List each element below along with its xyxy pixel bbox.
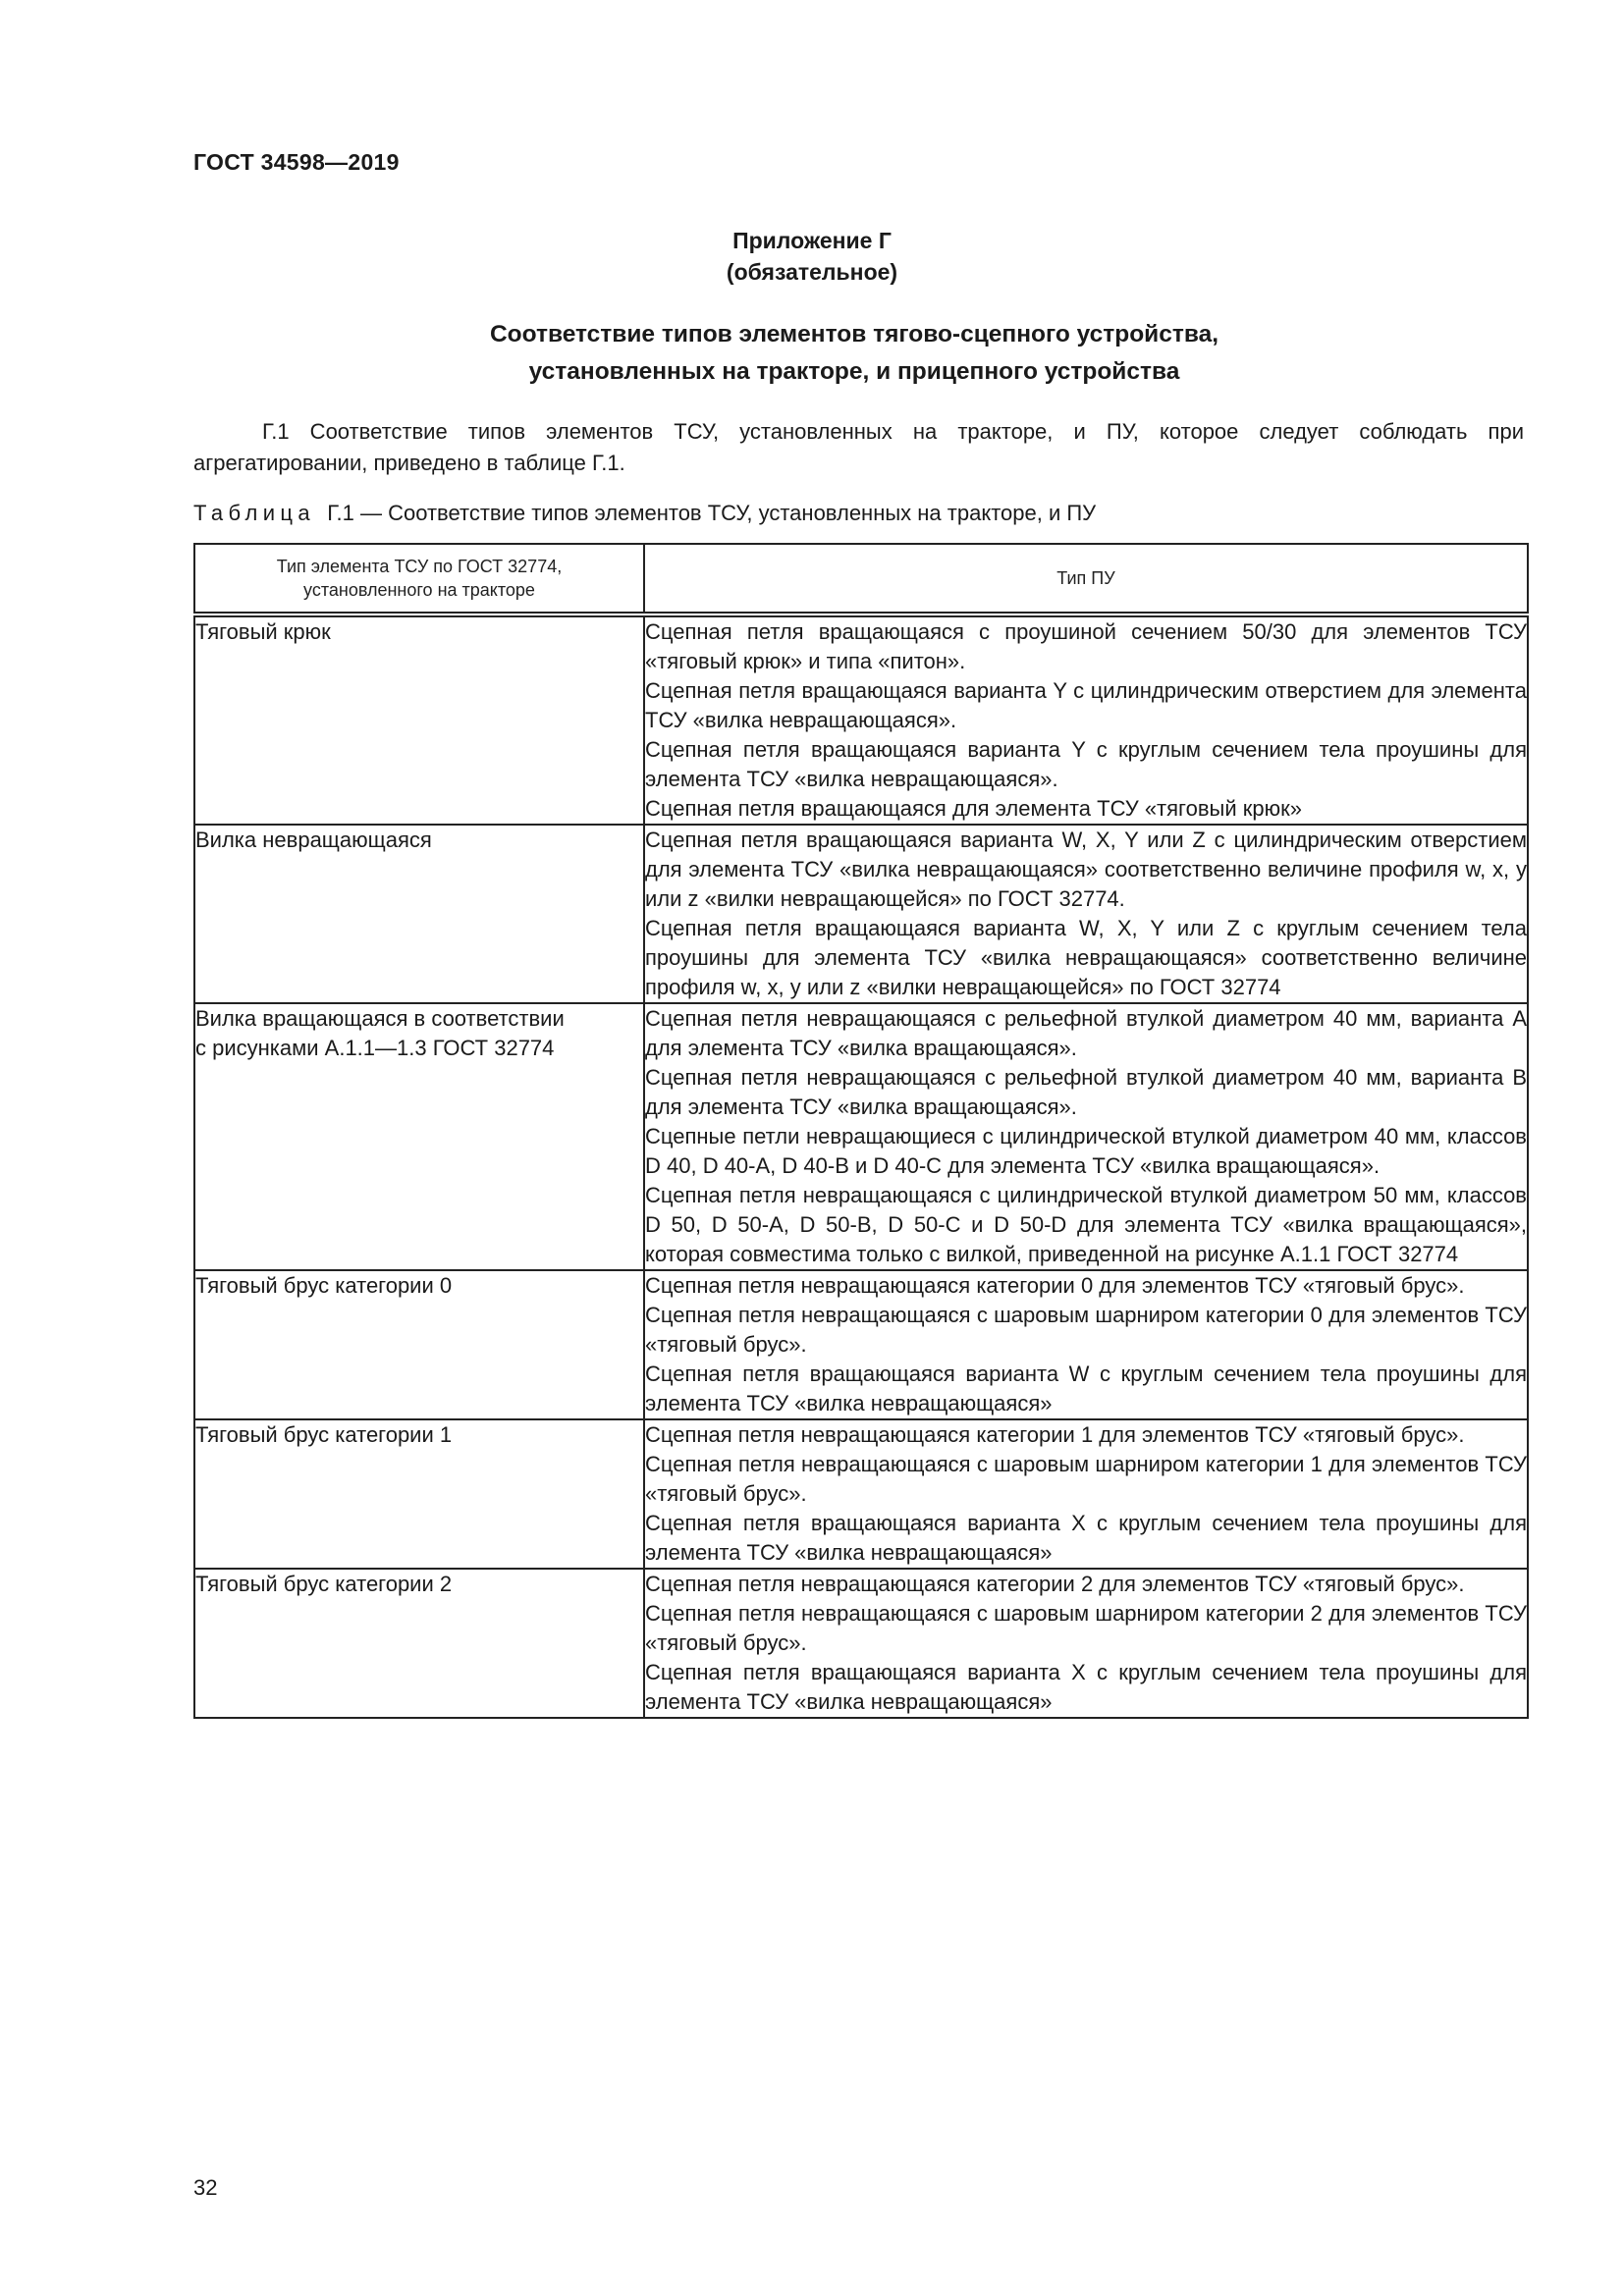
pu-type-paragraph: Сцепная петля невращающаяся с рельефной втулкой диаметром 40 мм, варианта А для элемента ТСУ «вилка вращающаяся». — [645, 1006, 1527, 1060]
table-row — [194, 1270, 1528, 1419]
tsu-type-cell — [194, 1569, 644, 1718]
appendix-status: (обязательное) — [726, 259, 898, 285]
tsu-type-cell — [194, 1419, 644, 1569]
table-caption-label: Таблица — [193, 501, 316, 525]
pu-type-paragraph: Сцепная петля невращающаяся с рельефной втулкой диаметром 40 мм, варианта В для элемента ТСУ «вилка вращающаяся». — [645, 1065, 1527, 1119]
header-line: установленного на тракторе — [303, 580, 535, 600]
table-header-pu-type: Тип ПУ — [644, 544, 1528, 614]
intro-paragraph-line: Г.1 Соответствие типов элементов ТСУ, установленных на тракторе, и ПУ, которое следует соблюдать при — [262, 419, 1524, 444]
pu-type-paragraph: Сцепная петля вращающаяся варианта X с круглым сечением тела проушины для элемента ТСУ «вилка невращающаяся» — [645, 1660, 1527, 1714]
tsu-type-cell — [194, 1003, 644, 1270]
pu-type-cell — [644, 1419, 1528, 1569]
pu-type-paragraph: Сцепная петля вращающаяся для элемента ТСУ «тяговый крюк» — [645, 796, 1302, 821]
pu-type-cell — [644, 1270, 1528, 1419]
tsu-type-line: Тяговый брус категории 2 — [195, 1572, 453, 1596]
tsu-type-line: с рисунками А.1.1—1.3 ГОСТ 32774 — [195, 1036, 555, 1060]
table-row — [194, 614, 1528, 825]
pu-type-paragraph: Сцепная петля вращающаяся варианта W, X, Y или Z с круглым сечением тела проушины для элемента ТСУ «вилка невращающаяся» соответственно величине профиля w, x, y или z «вилки невращающейся» по ГОСТ 32774 — [645, 916, 1527, 999]
table-caption — [193, 501, 1096, 526]
pu-type-paragraph: Сцепная петля невращающаяся категории 1 для элементов ТСУ «тяговый брус». — [645, 1422, 1465, 1447]
pu-type-paragraph: Сцепная петля вращающаяся варианта Y с цилиндрическим отверстием для элемента ТСУ «вилка невращающаяся». — [645, 678, 1527, 732]
pu-type-paragraph: Сцепная петля вращающаяся варианта W с круглым сечением тела проушины для элемента ТСУ «вилка невращающаяся» — [645, 1362, 1527, 1415]
pu-type-cell — [644, 1569, 1528, 1718]
intro-paragraph — [193, 416, 1524, 479]
table-body — [194, 614, 1528, 1718]
table-row — [194, 1003, 1528, 1270]
page-number: 32 — [193, 2175, 218, 2200]
pu-type-paragraph: Сцепная петля невращающаяся с шаровым шарниром категории 1 для элементов ТСУ «тяговый брус». — [645, 1452, 1527, 1506]
section-title-line: установленных на тракторе, и прицепного устройства — [528, 358, 1180, 385]
pu-type-paragraph: Сцепная петля невращающаяся категории 2 для элементов ТСУ «тяговый брус». — [645, 1572, 1465, 1596]
tsu-type-line: Вилка вращающаяся в соответствии — [195, 1006, 565, 1031]
pu-type-paragraph: Сцепная петля невращающаяся категории 0 для элементов ТСУ «тяговый брус». — [645, 1273, 1465, 1298]
intro-paragraph-line: агрегатировании, приведено в таблице Г.1. — [193, 451, 625, 475]
tsu-type-cell — [194, 825, 644, 1003]
pu-type-cell — [644, 1003, 1528, 1270]
pu-type-paragraph: Сцепная петля вращающаяся с проушиной сечением 50/30 для элементов ТСУ «тяговый крюк» и типа «питон». — [645, 619, 1527, 673]
tsu-type-line: Вилка невращающаяся — [195, 828, 432, 852]
pu-type-paragraph: Сцепная петля невращающаяся с цилиндрической втулкой диаметром 50 мм, классов D 50, D 50-A, D 50-B, D 50-C и D 50-D для элемента ТСУ «вилка вращающаяся», которая совместима только с вилкой, приведенной на рисунке А.1.1 ГОСТ 32774 — [645, 1183, 1527, 1266]
pu-type-cell — [644, 614, 1528, 825]
pu-type-paragraph: Сцепная петля вращающаяся варианта W, X, Y или Z с цилиндрическим отверстием для элемента ТСУ «вилка невращающаяся» соответственно величине профиля w, x, y или z «вилки невращающейся» по ГОСТ 32774. — [645, 828, 1527, 911]
pu-type-paragraph: Сцепная петля невращающаяся с шаровым шарниром категории 0 для элементов ТСУ «тяговый брус». — [645, 1303, 1527, 1357]
compatibility-table — [193, 543, 1529, 1719]
appendix-title: Приложение Г — [732, 228, 892, 253]
section-title — [0, 316, 1624, 391]
pu-type-paragraph: Сцепные петли невращающиеся с цилиндрической втулкой диаметром 40 мм, классов D 40, D 40-A, D 40-B и D 40-C для элемента ТСУ «вилка вращающаяся». — [645, 1124, 1527, 1178]
section-title-line: Соответствие типов элементов тягово-сцепного устройства, — [489, 321, 1219, 347]
pu-type-paragraph: Сцепная петля невращающаяся с шаровым шарниром категории 2 для элементов ТСУ «тяговый брус». — [645, 1601, 1527, 1655]
tsu-type-line: Тяговый брус категории 1 — [195, 1422, 453, 1447]
tsu-type-cell — [194, 614, 644, 825]
table-row — [194, 825, 1528, 1003]
document-code: ГОСТ 34598—2019 — [193, 149, 400, 175]
pu-type-cell — [644, 825, 1528, 1003]
table-row — [194, 1569, 1528, 1718]
table-header-tsu-type — [194, 544, 644, 614]
header-line: Тип элемента ТСУ по ГОСТ 32774, — [276, 557, 563, 576]
table-header-row — [194, 544, 1528, 614]
pu-type-paragraph: Сцепная петля вращающаяся варианта Y с круглым сечением тела проушины для элемента ТСУ «вилка невращающаяся». — [645, 737, 1527, 791]
tsu-type-cell — [194, 1270, 644, 1419]
table-caption-text: Г.1 — Соответствие типов элементов ТСУ, установленных на тракторе, и ПУ — [327, 501, 1097, 525]
tsu-type-line: Тяговый крюк — [195, 619, 331, 644]
tsu-type-line: Тяговый брус категории 0 — [195, 1273, 453, 1298]
table-row — [194, 1419, 1528, 1569]
pu-type-paragraph: Сцепная петля вращающаяся варианта X с круглым сечением тела проушины для элемента ТСУ «вилка невращающаяся» — [645, 1511, 1527, 1565]
